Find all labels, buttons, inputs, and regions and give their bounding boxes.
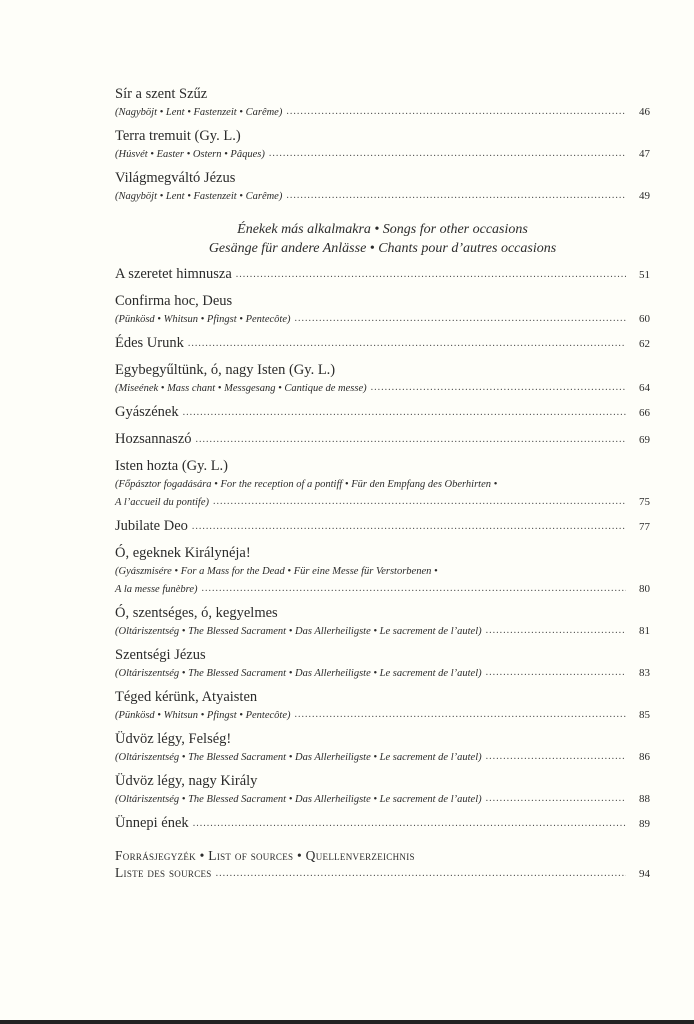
toc-entry [115, 456, 650, 512]
entry-page-number: 64 [639, 382, 650, 394]
entry-occasion: (Húsvét • Easter • Ostern • Pâques) [115, 149, 265, 160]
dot-leader [196, 434, 626, 445]
entry-title: A szeretet himnusza [115, 266, 232, 282]
entry-occasion: (Nagyböjt • Lent • Fastenzeit • Carême) [115, 107, 283, 118]
entry-page-number: 85 [639, 709, 650, 721]
entry-title: Téged kérünk, Atyaisten [115, 689, 258, 705]
entry-occasion: (Nagyböjt • Lent • Fastenzeit • Carême) [115, 191, 283, 202]
entry-page-number: 89 [639, 818, 650, 830]
dot-leader [236, 269, 626, 280]
entry-page-number: 66 [639, 407, 650, 419]
scan-edge [0, 1020, 694, 1024]
entry-occasion: (Oltáriszentség • The Blessed Sacrament • Das Allerheiligste • Le sacrement de l’autel) [115, 794, 482, 805]
entry-page-number: 51 [639, 269, 650, 281]
entry-occasion: (Miseének • Mass chant • Messgesang • Cantique de messe) [115, 383, 367, 394]
dot-leader [202, 583, 626, 594]
toc-entry [115, 429, 650, 449]
dot-leader [486, 793, 626, 804]
entry-title: Világmegváltó Jézus [115, 170, 236, 186]
toc-entry [115, 126, 650, 164]
entry-page-number: 88 [639, 793, 650, 805]
dot-leader [183, 407, 626, 418]
toc-entry [115, 516, 650, 536]
entry-page-number: 49 [639, 190, 650, 202]
dot-leader [269, 148, 626, 159]
entry-page-number: 60 [639, 313, 650, 325]
entry-occasion: (Oltáriszentség • The Blessed Sacrament • Das Allerheiligste • Le sacrement de l’autel) [115, 752, 482, 763]
toc-entry [115, 360, 650, 398]
entry-title: Sír a szent Szűz [115, 86, 208, 102]
entry-title: Isten hozta (Gy. L.) [115, 458, 229, 474]
entry-occasion: (Oltáriszentség • The Blessed Sacrament • Das Allerheiligste • Le sacrement de l’autel) [115, 626, 482, 637]
dot-leader [193, 818, 626, 829]
entry-occasion: A l’accueil du pontife) [115, 497, 209, 508]
entry-title: Ünnepi ének [115, 815, 189, 831]
entry-page-number: 83 [639, 667, 650, 679]
entry-title: Üdvöz légy, Felség! [115, 731, 232, 747]
toc-entry [115, 168, 650, 206]
entry-occasion: (Oltáriszentség • The Blessed Sacrament • Das Allerheiligste • Le sacrement de l’autel) [115, 668, 482, 679]
toc-entry [115, 291, 650, 329]
entry-title: Ó, szentséges, ó, kegyelmes [115, 605, 278, 621]
entry-page-number: 86 [639, 751, 650, 763]
entry-page-number: 69 [639, 434, 650, 446]
entry-page-number: 80 [639, 583, 650, 595]
toc-entry [115, 645, 650, 683]
entry-title: Édes Urunk [115, 335, 184, 351]
dot-leader [295, 709, 627, 720]
toc-entry [115, 543, 650, 599]
entry-occasion: A la messe funèbre) [115, 584, 198, 595]
entry-occasion: (Főpásztor fogadására • For the reception of a pontiff • Für den Empfang des Oberhirten • [115, 479, 498, 490]
toc-entry [115, 771, 650, 809]
sources-heading-line: Forrásjegyzék • List of sources • Quellenverzeichnis [115, 848, 415, 863]
entry-title: Ó, egeknek Királynéja! [115, 545, 251, 561]
entry-title: Hozsannaszó [115, 431, 192, 447]
entry-title: Egybegyűltünk, ó, nagy Isten (Gy. L.) [115, 362, 336, 378]
entry-occasion: (Gyászmisére • For a Mass for the Dead • Für eine Messe für Verstorbenen • [115, 566, 438, 577]
toc-entry [115, 402, 650, 422]
entry-page-number: 81 [639, 625, 650, 637]
section-heading-line: Gesänge für andere Anlässe • Chants pour d’autres occasions [208, 241, 557, 256]
dot-leader [371, 382, 626, 393]
entry-page-number: 77 [639, 521, 650, 533]
dot-leader [192, 521, 626, 532]
dot-leader [188, 338, 626, 349]
list-of-sources-entry [115, 847, 650, 881]
dot-leader [486, 667, 626, 678]
entry-occasion: (Pünkösd • Whitsun • Pfingst • Pentecôte) [115, 710, 291, 721]
toc-entry [115, 729, 650, 767]
table-of-contents [115, 84, 650, 881]
entry-title: Confirma hoc, Deus [115, 293, 233, 309]
dot-leader [286, 106, 626, 117]
entry-page-number: 94 [639, 868, 650, 880]
entry-page-number: 47 [639, 148, 650, 160]
entry-page-number: 75 [639, 496, 650, 508]
toc-entry [115, 687, 650, 725]
entry-title: Üdvöz légy, nagy Király [115, 773, 258, 789]
entry-page-number: 62 [639, 338, 650, 350]
toc-entry [115, 813, 650, 833]
sources-heading-line: Liste des sources [115, 865, 212, 880]
entry-title: Terra tremuit (Gy. L.) [115, 128, 241, 144]
toc-entry [115, 84, 650, 122]
section-heading-line: Énekek más alkalmakra • Songs for other occasions [237, 222, 528, 237]
dot-leader [295, 313, 627, 324]
toc-entry [115, 333, 650, 353]
dot-leader [213, 496, 626, 507]
section-heading [115, 220, 650, 258]
entry-page-number: 46 [639, 106, 650, 118]
dot-leader [216, 868, 626, 879]
entry-title: Gyászének [115, 404, 179, 420]
toc-entry [115, 603, 650, 641]
entry-title: Szentségi Jézus [115, 647, 206, 663]
entry-title: Jubilate Deo [115, 518, 188, 534]
dot-leader [286, 190, 626, 201]
dot-leader [486, 751, 626, 762]
toc-entry [115, 264, 650, 284]
dot-leader [486, 625, 626, 636]
entry-occasion: (Pünkösd • Whitsun • Pfingst • Pentecôte) [115, 314, 291, 325]
